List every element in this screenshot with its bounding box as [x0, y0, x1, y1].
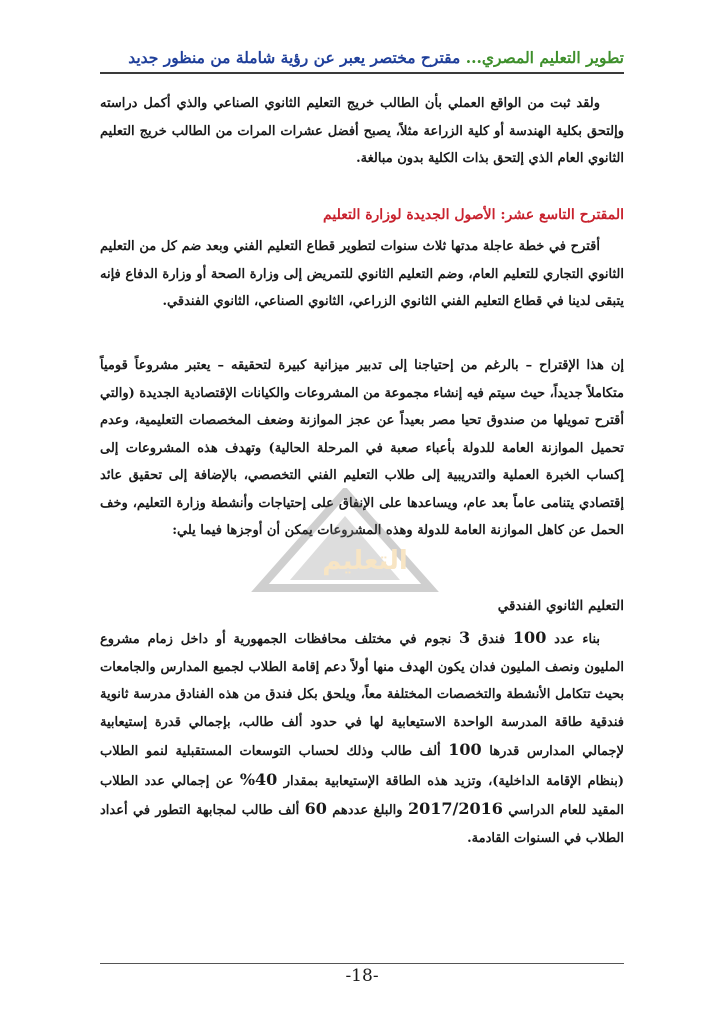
- footer-divider: [100, 963, 624, 964]
- header-title-part2: مقترح مختصر يعبر عن رؤية شاملة من منظور جديد: [128, 48, 466, 67]
- number-school-year: 2017/2016: [407, 799, 503, 818]
- number-percent: 40%: [239, 769, 278, 789]
- paragraph-technical-plan: أقترح في خطة عاجلة مدتها ثلاث سنوات لتطوير قطاع التعليم الفني وبعد ضم كل من التعليم الثانوي التجاري للتعليم العام، وضم التعليم الثانوي للتمريض إلى وزارة الصحة أو وزارة الدفاع فإنه يتبقى لدينا في قطاع التعليم الفني الثانوي الزراعي، الثانوي الصناعي، الثانوي الفندقي.: [100, 239, 624, 309]
- section-heading-hotel-education: التعليم الثانوي الفندقي: [497, 598, 624, 614]
- watermark-text: التعليم: [322, 546, 408, 576]
- section-heading-proposal-19: المقترح التاسع عشر: الأصول الجديدة لوزارة التعليم: [323, 207, 624, 223]
- number-students: 60: [304, 799, 327, 818]
- number-hotels: 100: [512, 628, 547, 647]
- number-capacity: 100: [448, 740, 482, 759]
- paragraph-industrial-graduate: ولقد ثبت من الواقع العملي بأن الطالب خريج التعليم الثانوي الصناعي والذي أكمل دراسته وإلتحق بكلية الهندسة أو كلية الزراعة مثلاً، يصبح أفضل عشرات المرات من الطالب خريج التعليم الثانوي العام الذي إلتحق بذات الكلية بدون مبالغة.: [100, 96, 624, 166]
- paragraph-hotel-project: بناء عدد 100 فندق 3 نجوم في مختلف محافظات الجمهورية أو داخل زمام مشروع المليون ونصف المليون فدان يكون الهدف منها أولاً دعم إقامة الطلاب لجميع المدارس والجامعات بحيث تتكامل الأنشطة والتخصصات المختلفة معاً، ويلحق بكل فندق من هذه الفنادق مدرسة ثانوية فندقية طاقة المدرسة الواحدة الاستيعابية لها في حدود ألف طالب، بإجمالي قدرة إستيعابية لإجمالي المدارس قدرها 100 ألف طالب وذلك لحساب التوسعات المستقبلية لنمو الطلاب (بنظام الإقامة الداخلية)، وتزيد هذه الطاقة الإستيعابية بمقدار 40% عن إجمالي عدد الطلاب المقيد للعام الدراسي 2017/2016 والبلغ عددهم 60 ألف طالب لمجابهة التطور في أعداد الطلاب في السنوات القادمة.: [100, 628, 624, 846]
- watermark-logo: [250, 488, 440, 598]
- page-number: -18-: [345, 966, 379, 986]
- header-title-part1: تطوير التعليم المصري...: [465, 48, 624, 67]
- number-stars: 3: [459, 628, 471, 647]
- paragraph-national-project: إن هذا الإقتراح – بالرغم من إحتياجنا إلى تدبير ميزانية كبيرة لتحقيقه – يعتبر مشروعاً قومياً متكاملاً جديداً، حيث سيتم فيه إنشاء مجموعة من المشروعات والكيانات الإقتصادية الجديدة (والتي أقترح تمويلها من صندوق تحيا مصر بعيداً عن عجز الموازنة وضعف المخصصات التعليمية، وعدم تحميل الموازنة العامة للدولة بأعباء صعبة في المرحلة الحالية) وتهدف هذه المشروعات إلى إكساب الخبرة العملية والتدريبية إلى طلاب التعليم الفني التخصصي، بالإضافة إلى تحقيق عائد إقتصادي يتنامى عاماً بعد عام، ويساعدها على الإنفاق على إحتياجات وأنشطة وزارة التعليم، وخف الحمل عن كاهل الموازنة العامة للدولة وهذه المشروعات يمكن أن أوجزها فيما يلي:: [100, 358, 624, 538]
- page-header: [100, 46, 624, 70]
- header-divider: [100, 72, 624, 74]
- watermark-pyramid-icon: [250, 488, 440, 598]
